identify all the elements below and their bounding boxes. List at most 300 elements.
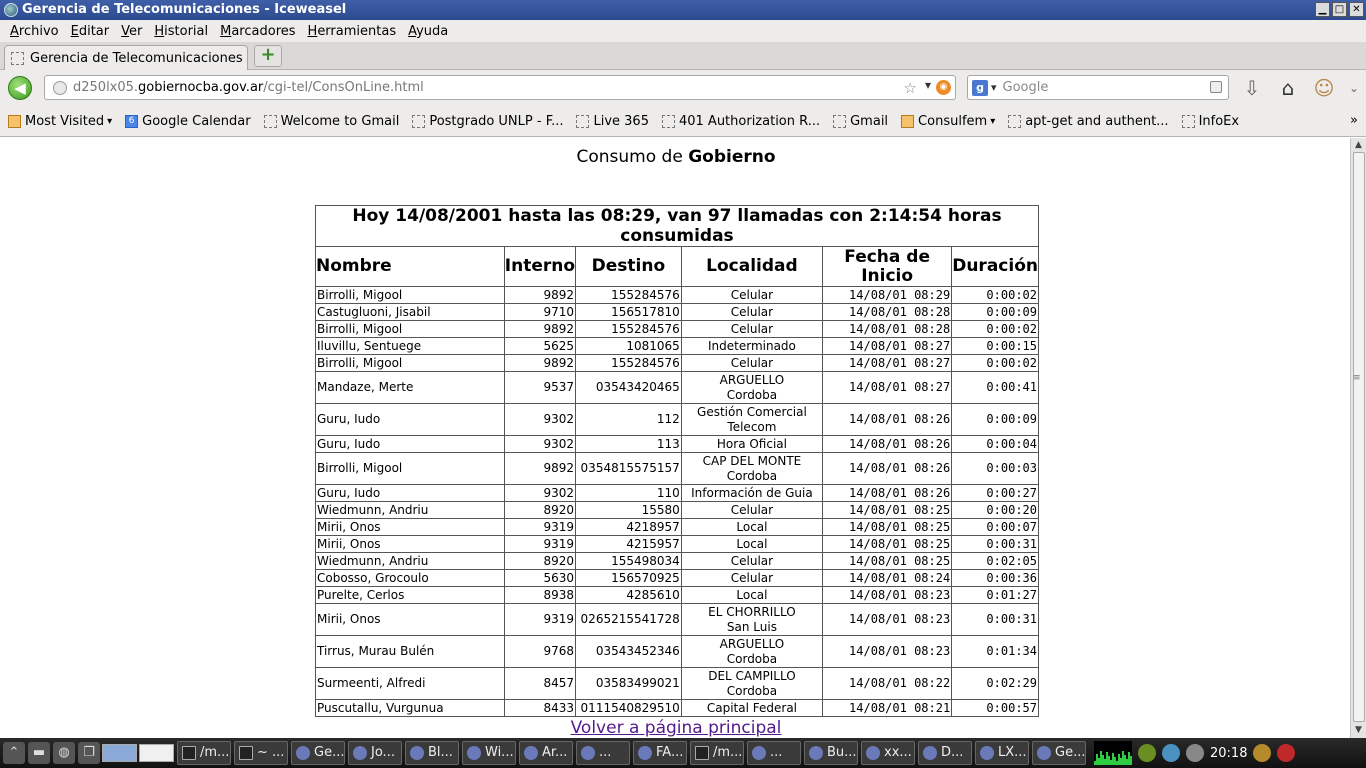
header-destino: Destino xyxy=(576,247,682,287)
cell-fecha: 14/08/01 08:26 xyxy=(823,404,952,436)
table-row xyxy=(316,700,1039,717)
cell-fecha: 14/08/01 08:28 xyxy=(823,304,952,321)
cell-nombre: Guru, Iudo xyxy=(316,404,505,436)
app-icon xyxy=(752,746,766,760)
cell-localidad xyxy=(681,668,822,700)
url-domain: gobiernocba.gov.ar xyxy=(138,80,264,95)
engine-dropdown-icon[interactable]: ▾ xyxy=(991,81,997,94)
menu-marcadores[interactable]: Marcadores xyxy=(220,23,296,39)
window-title: Gerencia de Telecomunicaciones - Iceweasel xyxy=(22,2,347,17)
page-content xyxy=(2,138,1350,738)
toolbar-chevron-down-icon[interactable]: ⌄ xyxy=(1348,81,1360,95)
cpu-monitor-graph xyxy=(1094,741,1132,765)
cell-interno: 9710 xyxy=(504,304,575,321)
cell-destino: 4215957 xyxy=(576,536,682,553)
taskbar-task-label: D... xyxy=(941,745,964,760)
localidad-line: ARGUELLO xyxy=(719,636,785,651)
taskbar-task[interactable] xyxy=(576,741,630,765)
task-list xyxy=(174,741,1086,765)
folder-icon xyxy=(8,115,21,128)
scrollbar-thumb[interactable] xyxy=(1353,152,1365,722)
terminal-icon xyxy=(182,746,196,760)
terminal-icon xyxy=(239,746,253,760)
page-icon xyxy=(412,115,425,128)
localidad-line: Celular xyxy=(730,355,774,370)
taskbar-task-label: xx... xyxy=(884,745,912,760)
bookmark-infoex[interactable] xyxy=(1182,114,1240,129)
cell-duracion: 0:00:36 xyxy=(952,570,1039,587)
taskbar-task-label: ... xyxy=(599,745,612,760)
cell-localidad xyxy=(681,636,822,668)
table-row xyxy=(316,372,1039,404)
cell-duracion: 0:00:02 xyxy=(952,287,1039,304)
bookmark-gmail[interactable] xyxy=(833,114,888,129)
cell-interno: 9892 xyxy=(504,355,575,372)
cell-nombre: Surmeenti, Alfredi xyxy=(316,668,505,700)
url-dropdown-icon[interactable]: ▾ xyxy=(924,78,931,92)
back-to-main-link[interactable]: Volver a página principal xyxy=(570,718,782,738)
cell-interno: 9892 xyxy=(504,321,575,338)
cell-localidad xyxy=(681,502,822,519)
scroll-up-icon[interactable]: ▲ xyxy=(1355,140,1362,150)
table-row xyxy=(316,604,1039,636)
cell-nombre: Wiedmunn, Andriu xyxy=(316,553,505,570)
greasemonkey-icon[interactable]: ☺ xyxy=(1313,76,1335,100)
localidad-line: Información de Guia xyxy=(691,485,813,500)
cell-destino: 0111540829510 xyxy=(576,700,682,717)
cell-destino: 155284576 xyxy=(576,321,682,338)
cell-duracion: 0:00:09 xyxy=(952,304,1039,321)
cell-fecha: 14/08/01 08:28 xyxy=(823,321,952,338)
page-icon xyxy=(833,115,846,128)
cell-interno: 8457 xyxy=(504,668,575,700)
cell-destino: 15580 xyxy=(576,502,682,519)
cell-fecha: 14/08/01 08:25 xyxy=(823,553,952,570)
cell-duracion: 0:00:04 xyxy=(952,436,1039,453)
table-row xyxy=(316,587,1039,604)
taskbar-task[interactable] xyxy=(1032,741,1086,765)
cell-fecha: 14/08/01 08:26 xyxy=(823,436,952,453)
menu-historial[interactable]: Historial xyxy=(154,23,209,39)
cell-interno: 9892 xyxy=(504,453,575,485)
cell-localidad xyxy=(681,372,822,404)
browser-icon xyxy=(524,746,538,760)
calls-summary: Hoy 14/08/2001 hasta las 08:29, van 97 llamadas con 2:14:54 horas consumidas xyxy=(316,206,1039,247)
bookmark-401[interactable] xyxy=(662,114,820,129)
home-icon[interactable]: ⌂ xyxy=(1281,76,1295,100)
network-tray-icon[interactable] xyxy=(1138,744,1156,762)
taskbar-task[interactable] xyxy=(861,741,915,765)
cpu-graph-bar xyxy=(1130,756,1132,765)
cell-localidad xyxy=(681,485,822,502)
page-title-bold: Gobierno xyxy=(688,147,776,167)
cell-duracion: 0:02:29 xyxy=(952,668,1039,700)
cell-interno: 8433 xyxy=(504,700,575,717)
localidad-line: Cordoba xyxy=(726,683,778,698)
localidad-line: Celular xyxy=(730,287,774,302)
cell-destino: 0354815575157 xyxy=(576,453,682,485)
cell-interno: 9302 xyxy=(504,404,575,436)
table-row xyxy=(316,287,1039,304)
localidad-line: Indeterminado xyxy=(707,338,796,353)
localidad-line: DEL CAMPILLO xyxy=(708,668,796,683)
new-tab-button[interactable]: + xyxy=(254,45,282,67)
table-row xyxy=(316,436,1039,453)
cell-localidad xyxy=(681,355,822,372)
localidad-line: ARGUELLO xyxy=(719,372,785,387)
localidad-line: CAP DEL MONTE xyxy=(702,453,802,468)
power-icon[interactable] xyxy=(1277,744,1295,762)
bookmark-star-icon[interactable]: ☆ xyxy=(903,79,917,97)
bookmark-welcome-gmail[interactable] xyxy=(264,114,400,129)
cell-fecha: 14/08/01 08:21 xyxy=(823,700,952,717)
cell-duracion: 0:00:09 xyxy=(952,404,1039,436)
downloads-arrow-icon[interactable]: ⇩ xyxy=(1243,76,1261,100)
cell-nombre: Guru, Iudo xyxy=(316,436,505,453)
search-input[interactable]: Google xyxy=(1002,80,1049,95)
browser-icon xyxy=(638,746,652,760)
localidad-line: Gestión Comercial xyxy=(697,404,807,419)
localidad-line: Celular xyxy=(730,553,774,568)
localidad-line: Capital Federal xyxy=(706,700,797,715)
browser-icon xyxy=(353,746,367,760)
cell-fecha: 14/08/01 08:22 xyxy=(823,668,952,700)
table-row xyxy=(316,355,1039,372)
page-icon xyxy=(662,115,675,128)
bookmarks-overflow-icon[interactable]: » xyxy=(1350,113,1358,128)
cell-destino: 155284576 xyxy=(576,287,682,304)
table-row xyxy=(316,321,1039,338)
cell-nombre: Cobosso, Grocoulo xyxy=(316,570,505,587)
cell-duracion: 0:00:41 xyxy=(952,372,1039,404)
tab-gerencia[interactable] xyxy=(4,45,248,71)
bookmark-apt-get[interactable] xyxy=(1008,114,1168,129)
tab-label: Gerencia de Telecomunicaciones xyxy=(30,51,243,66)
table-row xyxy=(316,519,1039,536)
app-icon xyxy=(866,746,880,760)
table-row xyxy=(316,502,1039,519)
header-nombre: Nombre xyxy=(316,247,505,287)
bookmark-google-calendar[interactable] xyxy=(125,114,250,129)
cell-destino: 0265215541728 xyxy=(576,604,682,636)
taskbar-task-label: ... xyxy=(770,745,783,760)
cell-fecha: 14/08/01 08:27 xyxy=(823,338,952,355)
cell-interno: 8938 xyxy=(504,587,575,604)
close-window-button[interactable]: ✕ xyxy=(1349,2,1364,17)
cell-destino: 113 xyxy=(576,436,682,453)
localidad-line: EL CHORRILLO xyxy=(708,604,796,619)
cell-interno: 5625 xyxy=(504,338,575,355)
menu-archivo[interactable]: Archivo xyxy=(10,23,59,39)
site-identity-icon[interactable] xyxy=(53,81,67,95)
cell-nombre: Birrolli, Migool xyxy=(316,321,505,338)
localidad-line: Local xyxy=(736,587,768,602)
cell-interno: 9319 xyxy=(504,604,575,636)
cell-duracion: 0:00:31 xyxy=(952,604,1039,636)
cell-nombre: Birrolli, Migool xyxy=(316,453,505,485)
url-prefix: d250lx05. xyxy=(73,80,139,95)
page-favicon-icon xyxy=(11,52,24,65)
bookmark-label: apt-get and authent... xyxy=(1025,113,1169,129)
cell-localidad xyxy=(681,287,822,304)
bookmark-label: Postgrado UNLP - F... xyxy=(429,113,564,129)
table-row xyxy=(316,304,1039,321)
localidad-line: Cordoba xyxy=(726,387,778,402)
cell-duracion: 0:00:07 xyxy=(952,519,1039,536)
taskbar-task[interactable] xyxy=(462,741,516,765)
cell-fecha: 14/08/01 08:23 xyxy=(823,636,952,668)
cell-duracion: 0:00:02 xyxy=(952,355,1039,372)
cell-nombre: Mirii, Onos xyxy=(316,604,505,636)
cell-duracion: 0:00:02 xyxy=(952,321,1039,338)
taskbar-task[interactable] xyxy=(690,741,744,765)
cell-duracion: 0:02:05 xyxy=(952,553,1039,570)
rss-feed-icon[interactable]: ◉ xyxy=(936,80,951,95)
taskbar-task-label: ~ ... xyxy=(257,745,285,760)
cell-localidad xyxy=(681,700,822,717)
browser-launcher-icon[interactable]: ◍ xyxy=(53,742,75,764)
cell-fecha: 14/08/01 08:25 xyxy=(823,502,952,519)
cell-nombre: Wiedmunn, Andriu xyxy=(316,502,505,519)
terminal-icon xyxy=(695,746,709,760)
cell-destino: 4218957 xyxy=(576,519,682,536)
cell-interno: 9768 xyxy=(504,636,575,668)
cell-nombre: Mirii, Onos xyxy=(316,536,505,553)
taskbar-task[interactable] xyxy=(348,741,402,765)
battery-tray-icon[interactable] xyxy=(1253,744,1271,762)
clock[interactable]: 20:18 xyxy=(1210,745,1248,761)
table-row xyxy=(316,404,1039,436)
cell-interno: 8920 xyxy=(504,553,575,570)
cell-fecha: 14/08/01 08:27 xyxy=(823,355,952,372)
cell-destino: 4285610 xyxy=(576,587,682,604)
taskbar-task-label: Ar... xyxy=(542,745,568,760)
table-row xyxy=(316,553,1039,570)
cell-fecha: 14/08/01 08:26 xyxy=(823,453,952,485)
cell-nombre: Mandaze, Merte xyxy=(316,372,505,404)
page-title-prefix: Consumo de xyxy=(576,147,689,167)
taskbar-task[interactable] xyxy=(633,741,687,765)
scroll-down-icon[interactable]: ▼ xyxy=(1355,725,1362,735)
page-icon xyxy=(576,115,589,128)
minimize-button[interactable]: ▁ xyxy=(1315,2,1330,17)
cell-nombre: Guru, Iudo xyxy=(316,485,505,502)
cell-fecha: 14/08/01 08:25 xyxy=(823,519,952,536)
cell-duracion: 0:01:34 xyxy=(952,636,1039,668)
browser-icon xyxy=(296,746,310,760)
connection-tray-icon[interactable] xyxy=(1186,744,1204,762)
cell-destino: 1081065 xyxy=(576,338,682,355)
menu-bar xyxy=(0,20,1366,42)
table-row xyxy=(316,536,1039,553)
menu-ver[interactable]: Ver xyxy=(121,23,143,39)
taskbar-task-label: Bl... xyxy=(428,745,453,760)
cell-interno: 9302 xyxy=(504,436,575,453)
localidad-line: Local xyxy=(736,519,768,534)
table-row xyxy=(316,570,1039,587)
localidad-line: Celular xyxy=(730,502,774,517)
browser-icon xyxy=(581,746,595,760)
bookmark-label: Google Calendar xyxy=(142,113,251,129)
browser-icon xyxy=(410,746,424,760)
iceweasel-app-icon[interactable] xyxy=(4,3,18,17)
cell-destino: 155284576 xyxy=(576,355,682,372)
desktop-1-pager[interactable] xyxy=(102,744,137,762)
google-engine-icon[interactable]: g xyxy=(972,80,988,96)
desktop-2-pager[interactable] xyxy=(139,744,174,762)
volume-tray-icon[interactable] xyxy=(1162,744,1180,762)
page-icon xyxy=(1008,115,1021,128)
chevron-down-icon: ▾ xyxy=(107,115,113,127)
taskbar-task[interactable] xyxy=(405,741,459,765)
cell-localidad xyxy=(681,536,822,553)
cell-interno: 5630 xyxy=(504,570,575,587)
header-interno: Interno xyxy=(504,247,575,287)
bookmark-label: Consulfem xyxy=(918,113,988,129)
cell-fecha: 14/08/01 08:27 xyxy=(823,372,952,404)
cell-localidad xyxy=(681,321,822,338)
cell-duracion: 0:00:31 xyxy=(952,536,1039,553)
app-icon xyxy=(923,746,937,760)
page-scrollbar[interactable] xyxy=(1350,138,1366,738)
cell-nombre: Birrolli, Migool xyxy=(316,355,505,372)
folder-icon xyxy=(901,115,914,128)
cell-duracion: 0:00:15 xyxy=(952,338,1039,355)
cell-localidad xyxy=(681,570,822,587)
cell-nombre: Purelte, Cerlos xyxy=(316,587,505,604)
cell-duracion: 0:01:27 xyxy=(952,587,1039,604)
navigation-toolbar xyxy=(0,70,1366,106)
cell-nombre: Tirrus, Murau Bulén xyxy=(316,636,505,668)
cell-duracion: 0:00:03 xyxy=(952,453,1039,485)
header-duracion: Duración xyxy=(952,247,1039,287)
localidad-line: Celular xyxy=(730,570,774,585)
window-titlebar[interactable] xyxy=(0,0,1366,20)
cell-destino: 03543452346 xyxy=(576,636,682,668)
menu-editar[interactable]: Editar xyxy=(70,23,110,39)
taskbar-task-label: Wi... xyxy=(485,745,514,760)
cell-fecha: 14/08/01 08:24 xyxy=(823,570,952,587)
cell-fecha: 14/08/01 08:23 xyxy=(823,587,952,604)
cell-localidad xyxy=(681,304,822,321)
taskbar-task[interactable] xyxy=(519,741,573,765)
cell-localidad xyxy=(681,404,822,436)
cell-duracion: 0:00:20 xyxy=(952,502,1039,519)
taskbar-task-label: Jo... xyxy=(371,745,395,760)
taskbar-task-label: LX... xyxy=(998,745,1027,760)
taskbar-task[interactable] xyxy=(234,741,288,765)
bookmark-consulfem[interactable] xyxy=(901,114,995,129)
menu-herramientas[interactable]: Herramientas xyxy=(307,23,397,39)
page-icon xyxy=(1182,115,1195,128)
taskbar-task[interactable] xyxy=(918,741,972,765)
cell-interno: 9537 xyxy=(504,372,575,404)
taskbar-task-label: Bu... xyxy=(827,745,857,760)
cell-nombre: Iluvillu, Sentuege xyxy=(316,338,505,355)
cell-fecha: 14/08/01 08:25 xyxy=(823,536,952,553)
table-row xyxy=(316,453,1039,485)
cell-localidad xyxy=(681,587,822,604)
bookmark-most-visited[interactable] xyxy=(8,114,112,129)
tab-bar xyxy=(0,42,1366,70)
localidad-line: Cordoba xyxy=(726,468,778,483)
search-go-icon[interactable] xyxy=(1210,81,1222,93)
search-bar[interactable] xyxy=(967,75,1229,100)
table-row xyxy=(316,668,1039,700)
bookmark-label: Live 365 xyxy=(593,113,649,129)
cell-nombre: Mirii, Onos xyxy=(316,519,505,536)
taskbar-task[interactable] xyxy=(804,741,858,765)
url-bar[interactable] xyxy=(44,75,956,100)
bookmark-postgrado[interactable] xyxy=(412,114,563,129)
localidad-line: Telecom xyxy=(727,419,777,434)
cell-fecha: 14/08/01 08:29 xyxy=(823,287,952,304)
chevron-down-icon: ▾ xyxy=(990,115,996,127)
taskbar-task[interactable] xyxy=(291,741,345,765)
cell-destino: 03583499021 xyxy=(576,668,682,700)
bookmark-label: Gmail xyxy=(850,113,889,129)
cell-interno: 8920 xyxy=(504,502,575,519)
menu-ayuda[interactable]: Ayuda xyxy=(408,23,449,39)
cell-nombre: Birrolli, Migool xyxy=(316,287,505,304)
table-row xyxy=(316,636,1039,668)
window-list-icon[interactable]: ❐ xyxy=(78,742,100,764)
bookmark-label: Most Visited xyxy=(25,113,105,129)
taskbar-task-label: Ge... xyxy=(1055,745,1086,760)
app-icon xyxy=(980,746,994,760)
app-icon xyxy=(809,746,823,760)
browser-icon xyxy=(467,746,481,760)
cell-interno: 9302 xyxy=(504,485,575,502)
browser-icon xyxy=(1037,746,1051,760)
cell-localidad xyxy=(681,519,822,536)
scroll-grip-icon: ≡ xyxy=(1353,373,1361,383)
maximize-button[interactable]: □ xyxy=(1332,2,1347,17)
localidad-line: Local xyxy=(736,536,768,551)
taskbar-task[interactable] xyxy=(747,741,801,765)
cell-destino: 112 xyxy=(576,404,682,436)
cell-destino: 156570925 xyxy=(576,570,682,587)
cell-destino: 03543420465 xyxy=(576,372,682,404)
table-row xyxy=(316,338,1039,355)
cell-interno: 9319 xyxy=(504,519,575,536)
cell-interno: 9319 xyxy=(504,536,575,553)
bookmark-live365[interactable] xyxy=(576,114,649,129)
cell-duracion: 0:00:27 xyxy=(952,485,1039,502)
taskbar-task-label: /m... xyxy=(713,745,743,760)
back-button[interactable]: ◀ xyxy=(8,76,32,100)
cell-fecha: 14/08/01 08:23 xyxy=(823,604,952,636)
taskbar-task[interactable] xyxy=(177,741,231,765)
start-menu-icon[interactable]: ⌃ xyxy=(3,742,25,764)
cell-localidad xyxy=(681,604,822,636)
taskbar xyxy=(0,738,1366,768)
bookmark-label: Welcome to Gmail xyxy=(280,113,400,129)
taskbar-task-label: /m... xyxy=(200,745,230,760)
page-title xyxy=(2,147,1350,167)
cell-localidad xyxy=(681,338,822,355)
cell-destino: 110 xyxy=(576,485,682,502)
localidad-line: Celular xyxy=(730,321,774,336)
url-path: /cgi-tel/ConsOnLine.html xyxy=(263,80,424,95)
cell-destino: 156517810 xyxy=(576,304,682,321)
page-icon xyxy=(264,115,277,128)
cell-nombre: Castugluoni, Jisabil xyxy=(316,304,505,321)
taskbar-task[interactable] xyxy=(975,741,1029,765)
taskbar-task-label: Ge... xyxy=(314,745,345,760)
calls-table xyxy=(315,205,1039,717)
show-desktop-icon[interactable]: ▬ xyxy=(28,742,50,764)
